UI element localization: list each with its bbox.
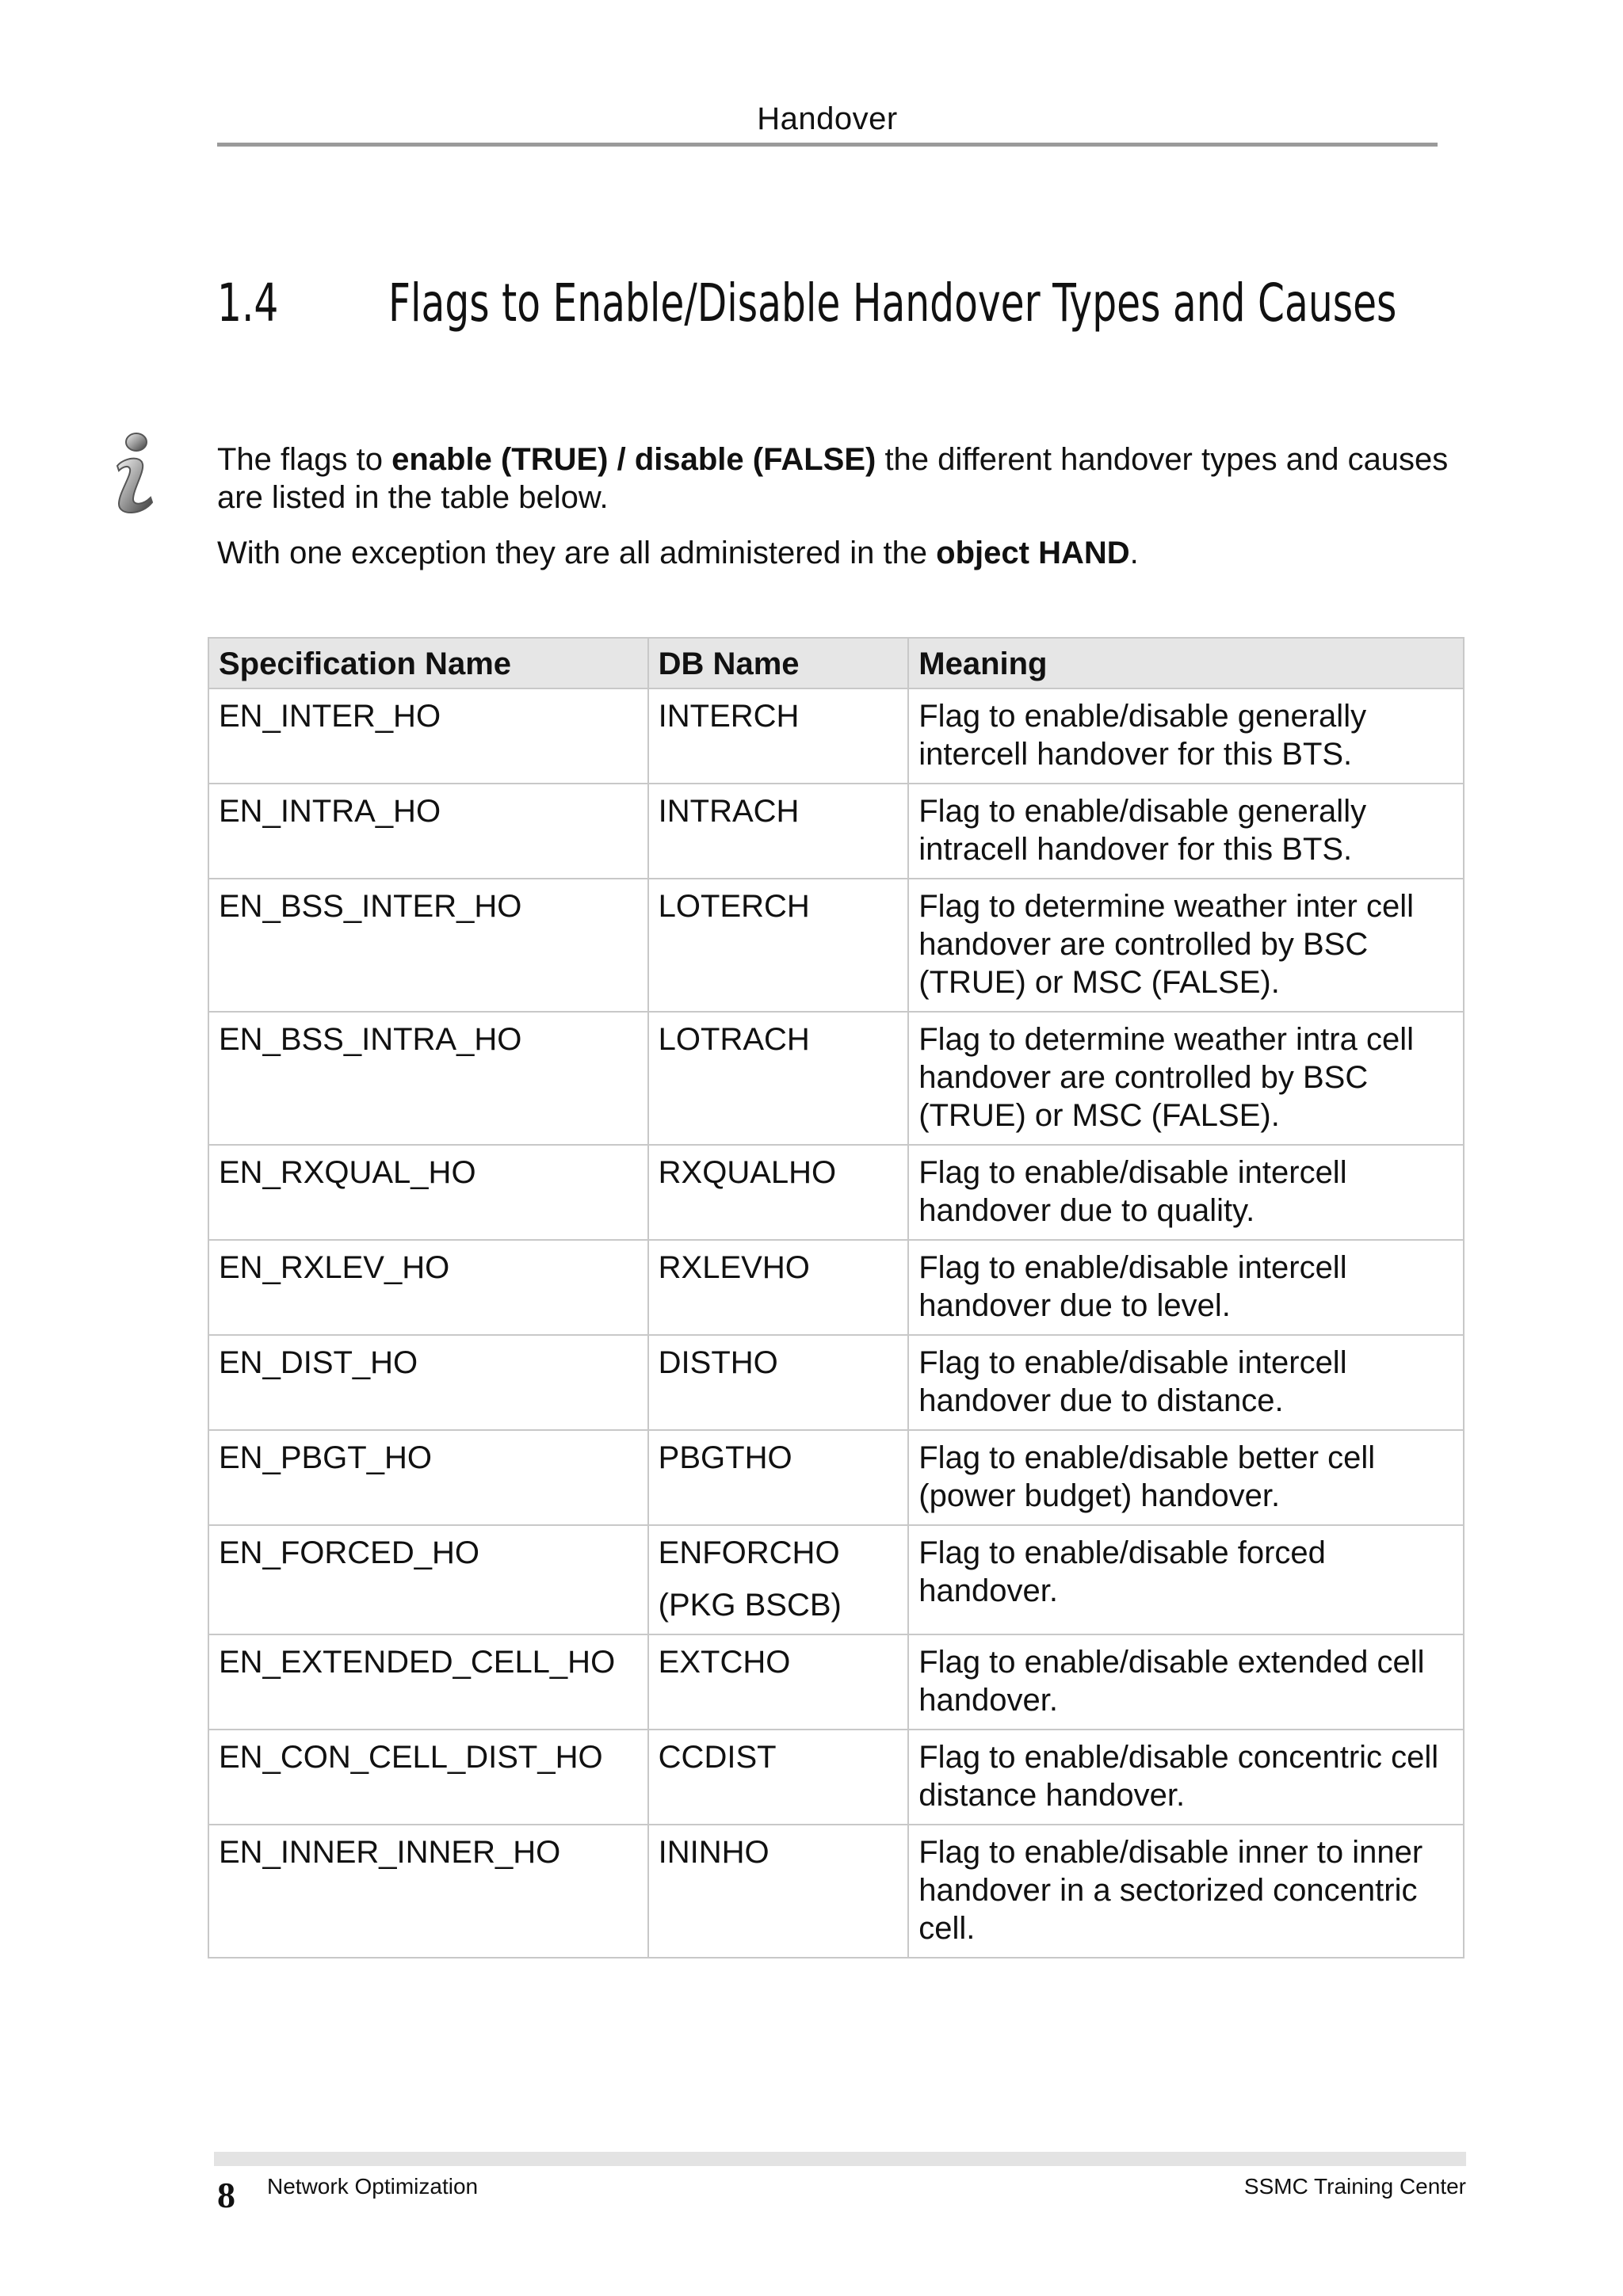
cell-meaning: Flag to determine weather intra cell handover are controlled by BSC (TRUE) or MSC (FALSE). bbox=[908, 1012, 1464, 1145]
cell-db-name: LOTERCH bbox=[648, 879, 909, 1012]
header-meaning: Meaning bbox=[908, 638, 1464, 688]
cell-meaning: Flag to enable/disable inner to inner handover in a sectorized concentric cell. bbox=[908, 1825, 1464, 1958]
section-number: 1.4 bbox=[217, 273, 279, 334]
cell-spec-name: EN_RXQUAL_HO bbox=[208, 1145, 648, 1240]
cell-meaning: Flag to enable/disable intercell handover due to distance. bbox=[908, 1335, 1464, 1430]
cell-db-name: DISTHO bbox=[648, 1335, 909, 1430]
db-name-package: (PKG BSCB) bbox=[658, 1588, 842, 1623]
cell-db-name: RXQUALHO bbox=[648, 1145, 909, 1240]
cell-spec-name: EN_DIST_HO bbox=[208, 1335, 648, 1430]
table-row bbox=[208, 1634, 1464, 1730]
cell-spec-name: EN_PBGT_HO bbox=[208, 1430, 648, 1525]
table-row bbox=[208, 1825, 1464, 1958]
table-row bbox=[208, 1430, 1464, 1525]
cell-meaning: Flag to determine weather inter cell handover are controlled by BSC (TRUE) or MSC (FALSE). bbox=[908, 879, 1464, 1012]
cell-spec-name: EN_INTRA_HO bbox=[208, 784, 648, 879]
page-header bbox=[217, 98, 1438, 147]
table-row bbox=[208, 879, 1464, 1012]
cell-db-name: INTRACH bbox=[648, 784, 909, 879]
cell-db-name: CCDIST bbox=[648, 1730, 909, 1825]
cell-db-name: EXTCHO bbox=[648, 1634, 909, 1730]
cell-db-name: RXLEVHO bbox=[648, 1240, 909, 1335]
cell-meaning: Flag to enable/disable better cell (power budget) handover. bbox=[908, 1430, 1464, 1525]
cell-spec-name: EN_EXTENDED_CELL_HO bbox=[208, 1634, 648, 1730]
intro-paragraph-1: The flags to enable (TRUE) / disable (FALSE) the different handover types and causes are listed in the table below. bbox=[217, 442, 1449, 515]
footer-organization: SSMC Training Center bbox=[1243, 2174, 1466, 2199]
header-db-name: DB Name bbox=[648, 638, 909, 688]
table-row bbox=[208, 1525, 1464, 1634]
running-title: Handover bbox=[757, 101, 898, 136]
cell-meaning: Flag to enable/disable intercell handover due to level. bbox=[908, 1240, 1464, 1335]
footer-course-title: Network Optimization bbox=[267, 2174, 479, 2199]
info-icon bbox=[106, 431, 162, 518]
cell-meaning: Flag to enable/disable extended cell handover. bbox=[908, 1634, 1464, 1730]
handover-flags-table bbox=[208, 637, 1465, 1958]
cell-spec-name: EN_BSS_INTER_HO bbox=[208, 879, 648, 1012]
table-row bbox=[208, 1012, 1464, 1145]
cell-meaning: Flag to enable/disable generally intercell handover for this BTS. bbox=[908, 688, 1464, 784]
cell-db-name: INTERCH bbox=[648, 688, 909, 784]
cell-spec-name: EN_BSS_INTRA_HO bbox=[208, 1012, 648, 1145]
cell-spec-name: EN_FORCED_HO bbox=[208, 1525, 648, 1634]
cell-spec-name: EN_INTER_HO bbox=[208, 688, 648, 784]
cell-meaning: Flag to enable/disable intercell handover due to quality. bbox=[908, 1145, 1464, 1240]
footer-bar bbox=[214, 2152, 1466, 2166]
cell-meaning: Flag to enable/disable generally intracell handover for this BTS. bbox=[908, 784, 1464, 879]
cell-db-name: ININHO bbox=[648, 1825, 909, 1958]
table-row bbox=[208, 1335, 1464, 1430]
cell-meaning: Flag to enable/disable forced handover. bbox=[908, 1525, 1464, 1634]
cell-spec-name: EN_RXLEV_HO bbox=[208, 1240, 648, 1335]
table-row bbox=[208, 1240, 1464, 1335]
cell-db-name: LOTRACH bbox=[648, 1012, 909, 1145]
intro-paragraph-2: With one exception they are all administered in the object HAND. bbox=[217, 536, 1139, 570]
section-title: Flags to Enable/Disable Handover Types and Causes bbox=[388, 273, 1397, 334]
cell-db-name: PBGTHO bbox=[648, 1430, 909, 1525]
db-name-primary: ENFORCHO bbox=[658, 1535, 840, 1570]
cell-spec-name: EN_CON_CELL_DIST_HO bbox=[208, 1730, 648, 1825]
table-header-row bbox=[208, 638, 1464, 688]
table-row bbox=[208, 784, 1464, 879]
table-row bbox=[208, 1730, 1464, 1825]
header-specification-name: Specification Name bbox=[208, 638, 648, 688]
table-row bbox=[208, 688, 1464, 784]
cell-meaning: Flag to enable/disable concentric cell distance handover. bbox=[908, 1730, 1464, 1825]
cell-spec-name: EN_INNER_INNER_HO bbox=[208, 1825, 648, 1958]
table-row bbox=[208, 1145, 1464, 1240]
page-number: 8 bbox=[217, 2175, 235, 2215]
intro-text bbox=[217, 441, 1453, 589]
cell-db-name bbox=[648, 1525, 909, 1634]
